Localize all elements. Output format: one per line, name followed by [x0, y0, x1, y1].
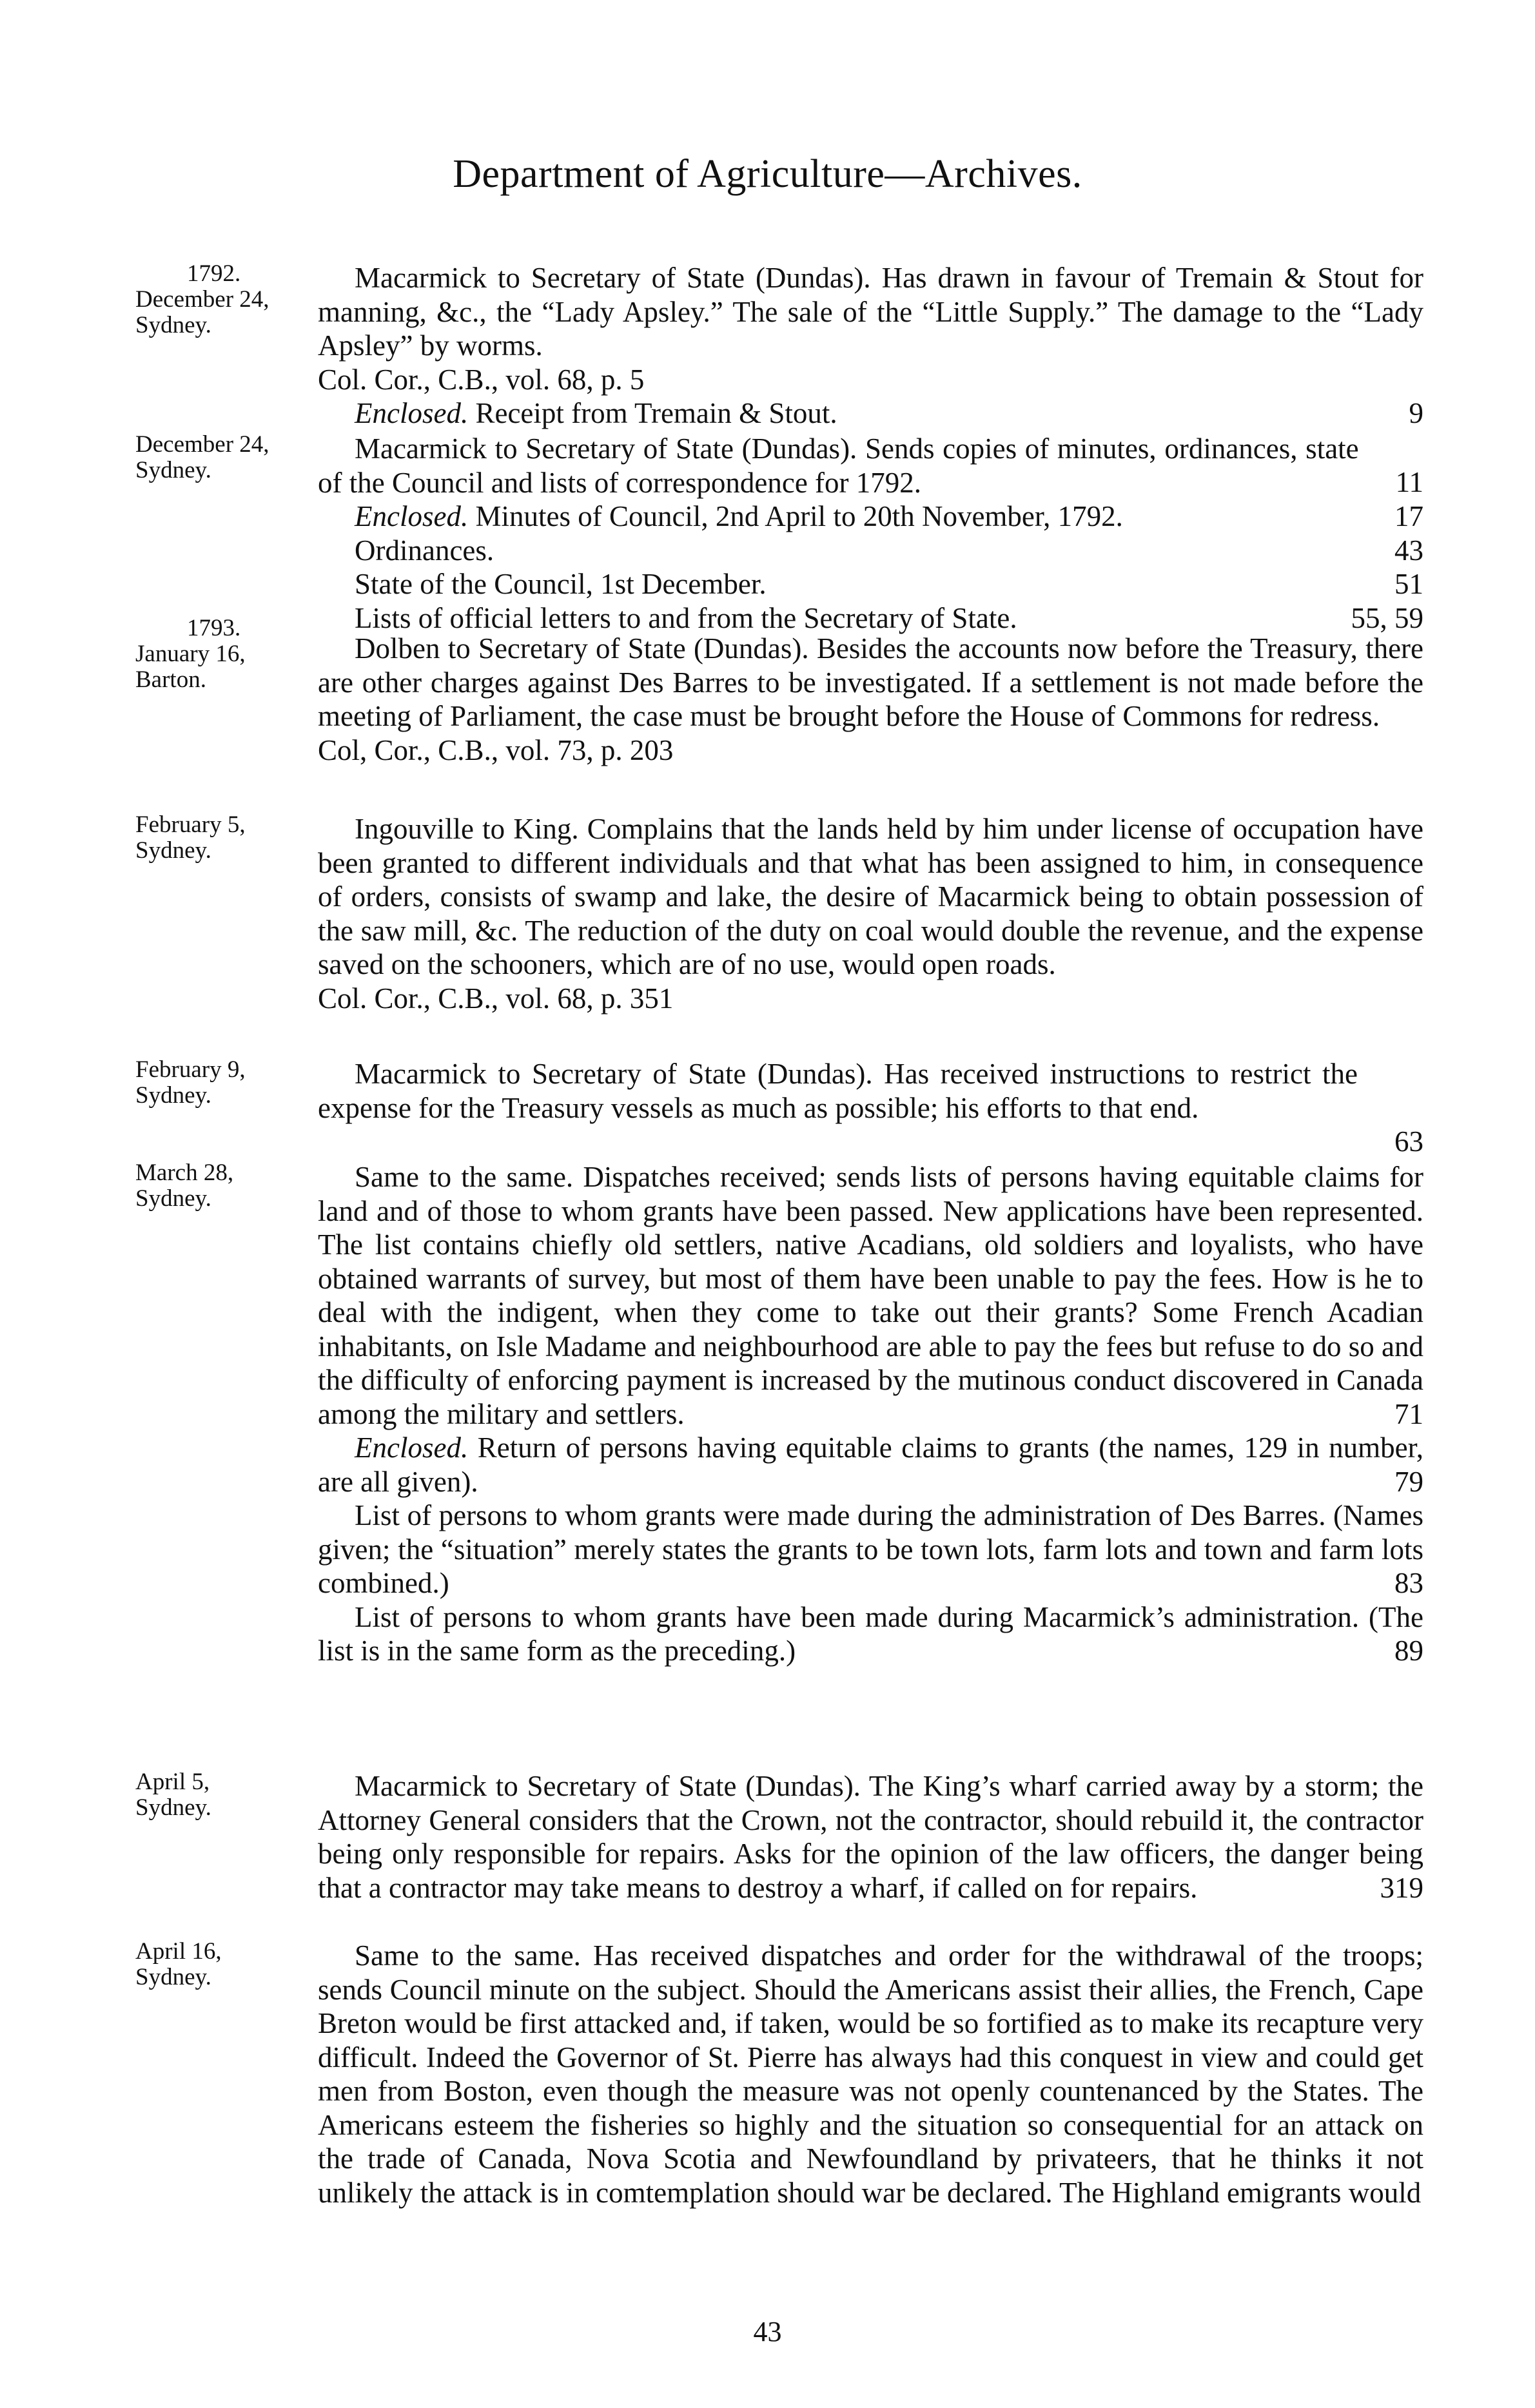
entry-day: December 24,: [135, 286, 269, 313]
entry-enclosed-text: Minutes of Council, 2nd April to 20th November, 1792.: [475, 500, 1123, 532]
entry-body: [318, 632, 1423, 767]
entry-extra: [318, 1499, 1423, 1600]
entry-reference: Col. Cor., C.B., vol. 68, p. 351: [318, 982, 674, 1015]
entry-text: [318, 1160, 1423, 1431]
entry-text: Dolben to Secretary of State (Dundas). Besides the accounts now before the Treasury, there are other charges against Des Barres to be investigated. If a settlement is not made before the meeting of Parliament, the case must be brought before the House of Commons for redress.: [318, 632, 1423, 732]
list-line-page: 51: [1394, 568, 1423, 600]
entry-enclosed-page: 9: [1409, 397, 1423, 429]
entry-reference: Col, Cor., C.B., vol. 73, p. 203: [318, 733, 674, 766]
list-line: [318, 567, 1423, 601]
entry-text-content: Macarmick to Secretary of State (Dundas). The King’s wharf carried away by a storm; the Attorney General considers that the Crown, not the contractor, should rebuild it, the contractor being only responsible for repairs. Asks for the opinion of the law officers, the danger being that a contractor may take means to destroy a wharf, if called on for repairs.: [318, 1770, 1423, 1904]
entry-page: 319: [1380, 1871, 1423, 1904]
entry-place: Sydney.: [135, 1964, 211, 1990]
entry-text-content: Same to the same. Dispatches received; sends lists of persons having equitable claims for land and of those to whom grants have been passed. New applications have been represented. The list contains chiefly old settlers, native Acadians, old soldiers and loyalists, who have obtained warrants of survey, but most of them have been unable to pay the fees. How is he to deal with the indigent, when they come to take out their grants? Some French Acadian inhabitants, on Isle Madame and neighbourhood are able to pay the fees but refuse to do so and the difficulty of enforcing payment is increased by the mutinous conduct discovered in Canada among the military and settlers.: [318, 1161, 1423, 1430]
entry-reference: Col. Cor., C.B., vol. 68, p. 5: [318, 363, 645, 396]
enclosed-label: Enclosed.: [355, 1432, 469, 1464]
entry-text: Macarmick to Secretary of State (Dundas). Has drawn in favour of Tremain & Stout for manning, &c., the “Lady Apsley.” The sale of the “Little Supply.” The damage to the “Lady Apsley” by worms.: [318, 262, 1423, 362]
entry-page: 71: [1394, 1397, 1423, 1430]
entry-extra-text: List of persons to whom grants were made during the administration of Des Barres. (Names given; the “situation” merely states the grants to be town lots, farm lots and town and farm lots combined.): [318, 1499, 1423, 1599]
entry-text: [318, 1057, 1423, 1158]
entry-place: Sydney.: [135, 1082, 211, 1109]
entry-extra-page: 83: [1394, 1567, 1423, 1599]
entry-extra-page: 89: [1394, 1635, 1423, 1667]
entry-place: Sydney.: [135, 1794, 211, 1821]
page-title: Department of Agriculture—Archives.: [453, 152, 1082, 196]
entry-enclosed-page: 79: [1394, 1465, 1423, 1498]
entry-enclosed: [318, 396, 1423, 431]
entry-text: Ingouville to King. Complains that the lands held by him under license of occupation have been granted to different individuals and that what has been assigned to him, in consequence of orders, consists of swamp and lake, the desire of Macarmick being to obtain possession of the saw mill, &c. The reduction of the duty on coal would double the revenue, and the expense saved on the schooners, which are of no use, would open roads.: [318, 813, 1423, 980]
entry-body: [318, 812, 1423, 1015]
list-line-page: 55, 59: [1351, 601, 1423, 634]
entry-text-content: Macarmick to Secretary of State (Dundas). Sends copies of minutes, ordinances, state of the Council and lists of correspondence for 1792.: [318, 432, 1359, 499]
entry-enclosed-page: 17: [1394, 500, 1423, 532]
entry-date: [135, 1939, 322, 1990]
entry-body: [318, 1939, 1423, 2209]
enclosed-label: Enclosed.: [355, 500, 469, 532]
entry-day: February 9,: [135, 1056, 246, 1083]
entry-date: [135, 812, 322, 864]
list-line-text: Ordinances.: [355, 534, 494, 567]
entry-enclosed-text: Receipt from Tremain & Stout.: [475, 397, 837, 429]
list-line: [318, 534, 1423, 568]
entry-day: April 16,: [135, 1938, 222, 1965]
entry-enclosed: [318, 500, 1423, 534]
entry-body: [318, 261, 1423, 431]
entry-year: 1792.: [187, 260, 241, 287]
entry-date: [135, 1057, 322, 1109]
list-line-text: State of the Council, 1st December.: [355, 568, 767, 600]
entry-text: [318, 1769, 1423, 1905]
entry-place: Barton.: [135, 666, 206, 693]
enclosed-label: Enclosed.: [355, 397, 469, 429]
entry-day: March 28,: [135, 1160, 234, 1186]
entry-page: 11: [1395, 466, 1423, 498]
entry-date: [135, 616, 322, 693]
entry-place: Sydney.: [135, 312, 211, 338]
entry-enclosed-text: Return of persons having equitable claims to grants (the names, 129 in number, are all given).: [318, 1432, 1424, 1498]
entry-day: February 5,: [135, 811, 246, 838]
entry-day: April 5,: [135, 1769, 210, 1795]
entry-place: Sydney.: [135, 457, 211, 483]
entry-day: January 16,: [135, 641, 246, 667]
entry-place: Sydney.: [135, 837, 211, 864]
entry-date: [135, 1160, 322, 1212]
entry-text: [318, 432, 1423, 500]
list-line: [318, 601, 1423, 636]
entry-body: [318, 1057, 1423, 1159]
entry-body: [318, 1160, 1423, 1668]
page-number: 43: [753, 2316, 782, 2347]
entry-body: [318, 432, 1423, 635]
entry-text-content: Macarmick to Secretary of State (Dundas). Has received instructions to restrict the expense for the Treasury vessels as much as possible; his efforts to that end.: [318, 1058, 1358, 1124]
entry-date: [135, 432, 322, 483]
entry-day: December 24,: [135, 431, 269, 458]
entry-body: [318, 1769, 1423, 1905]
entry-page: 63: [1394, 1125, 1423, 1158]
list-line-text: Lists of official letters to and from the Secretary of State.: [355, 601, 1017, 634]
entry-extra-text: List of persons to whom grants have been made during Macarmick’s administration. (The list is in the same form as the preceding.): [318, 1600, 1423, 1667]
list-line-page: 43: [1394, 534, 1423, 567]
entry-text: Same to the same. Has received dispatches and order for the withdrawal of the troops; sends Council minute on the subject. Should the Americans assist their allies, the French, Cape Breton would be first attacked and, if taken, would be so fortified as to make its recapture very difficult. Indeed the Governor of St. Pierre has always had this conquest in view and could get men from Boston, even though the measure was not openly countenanced by the States. The Americans esteem the fisheries so highly and the situation so consequential for an attack on the trade of Canada, Nova Scotia and Newfoundland by privateers, that he thinks it not unlikely the attack is in comtemplation should war be declared. The Highland emigrants would: [318, 1939, 1423, 2209]
entry-date: [135, 261, 322, 338]
entry-enclosed: [318, 1431, 1423, 1499]
entry-extra: [318, 1600, 1423, 1668]
entry-year: 1793.: [187, 615, 241, 641]
entry-place: Sydney.: [135, 1185, 211, 1212]
entry-date: [135, 1769, 322, 1821]
